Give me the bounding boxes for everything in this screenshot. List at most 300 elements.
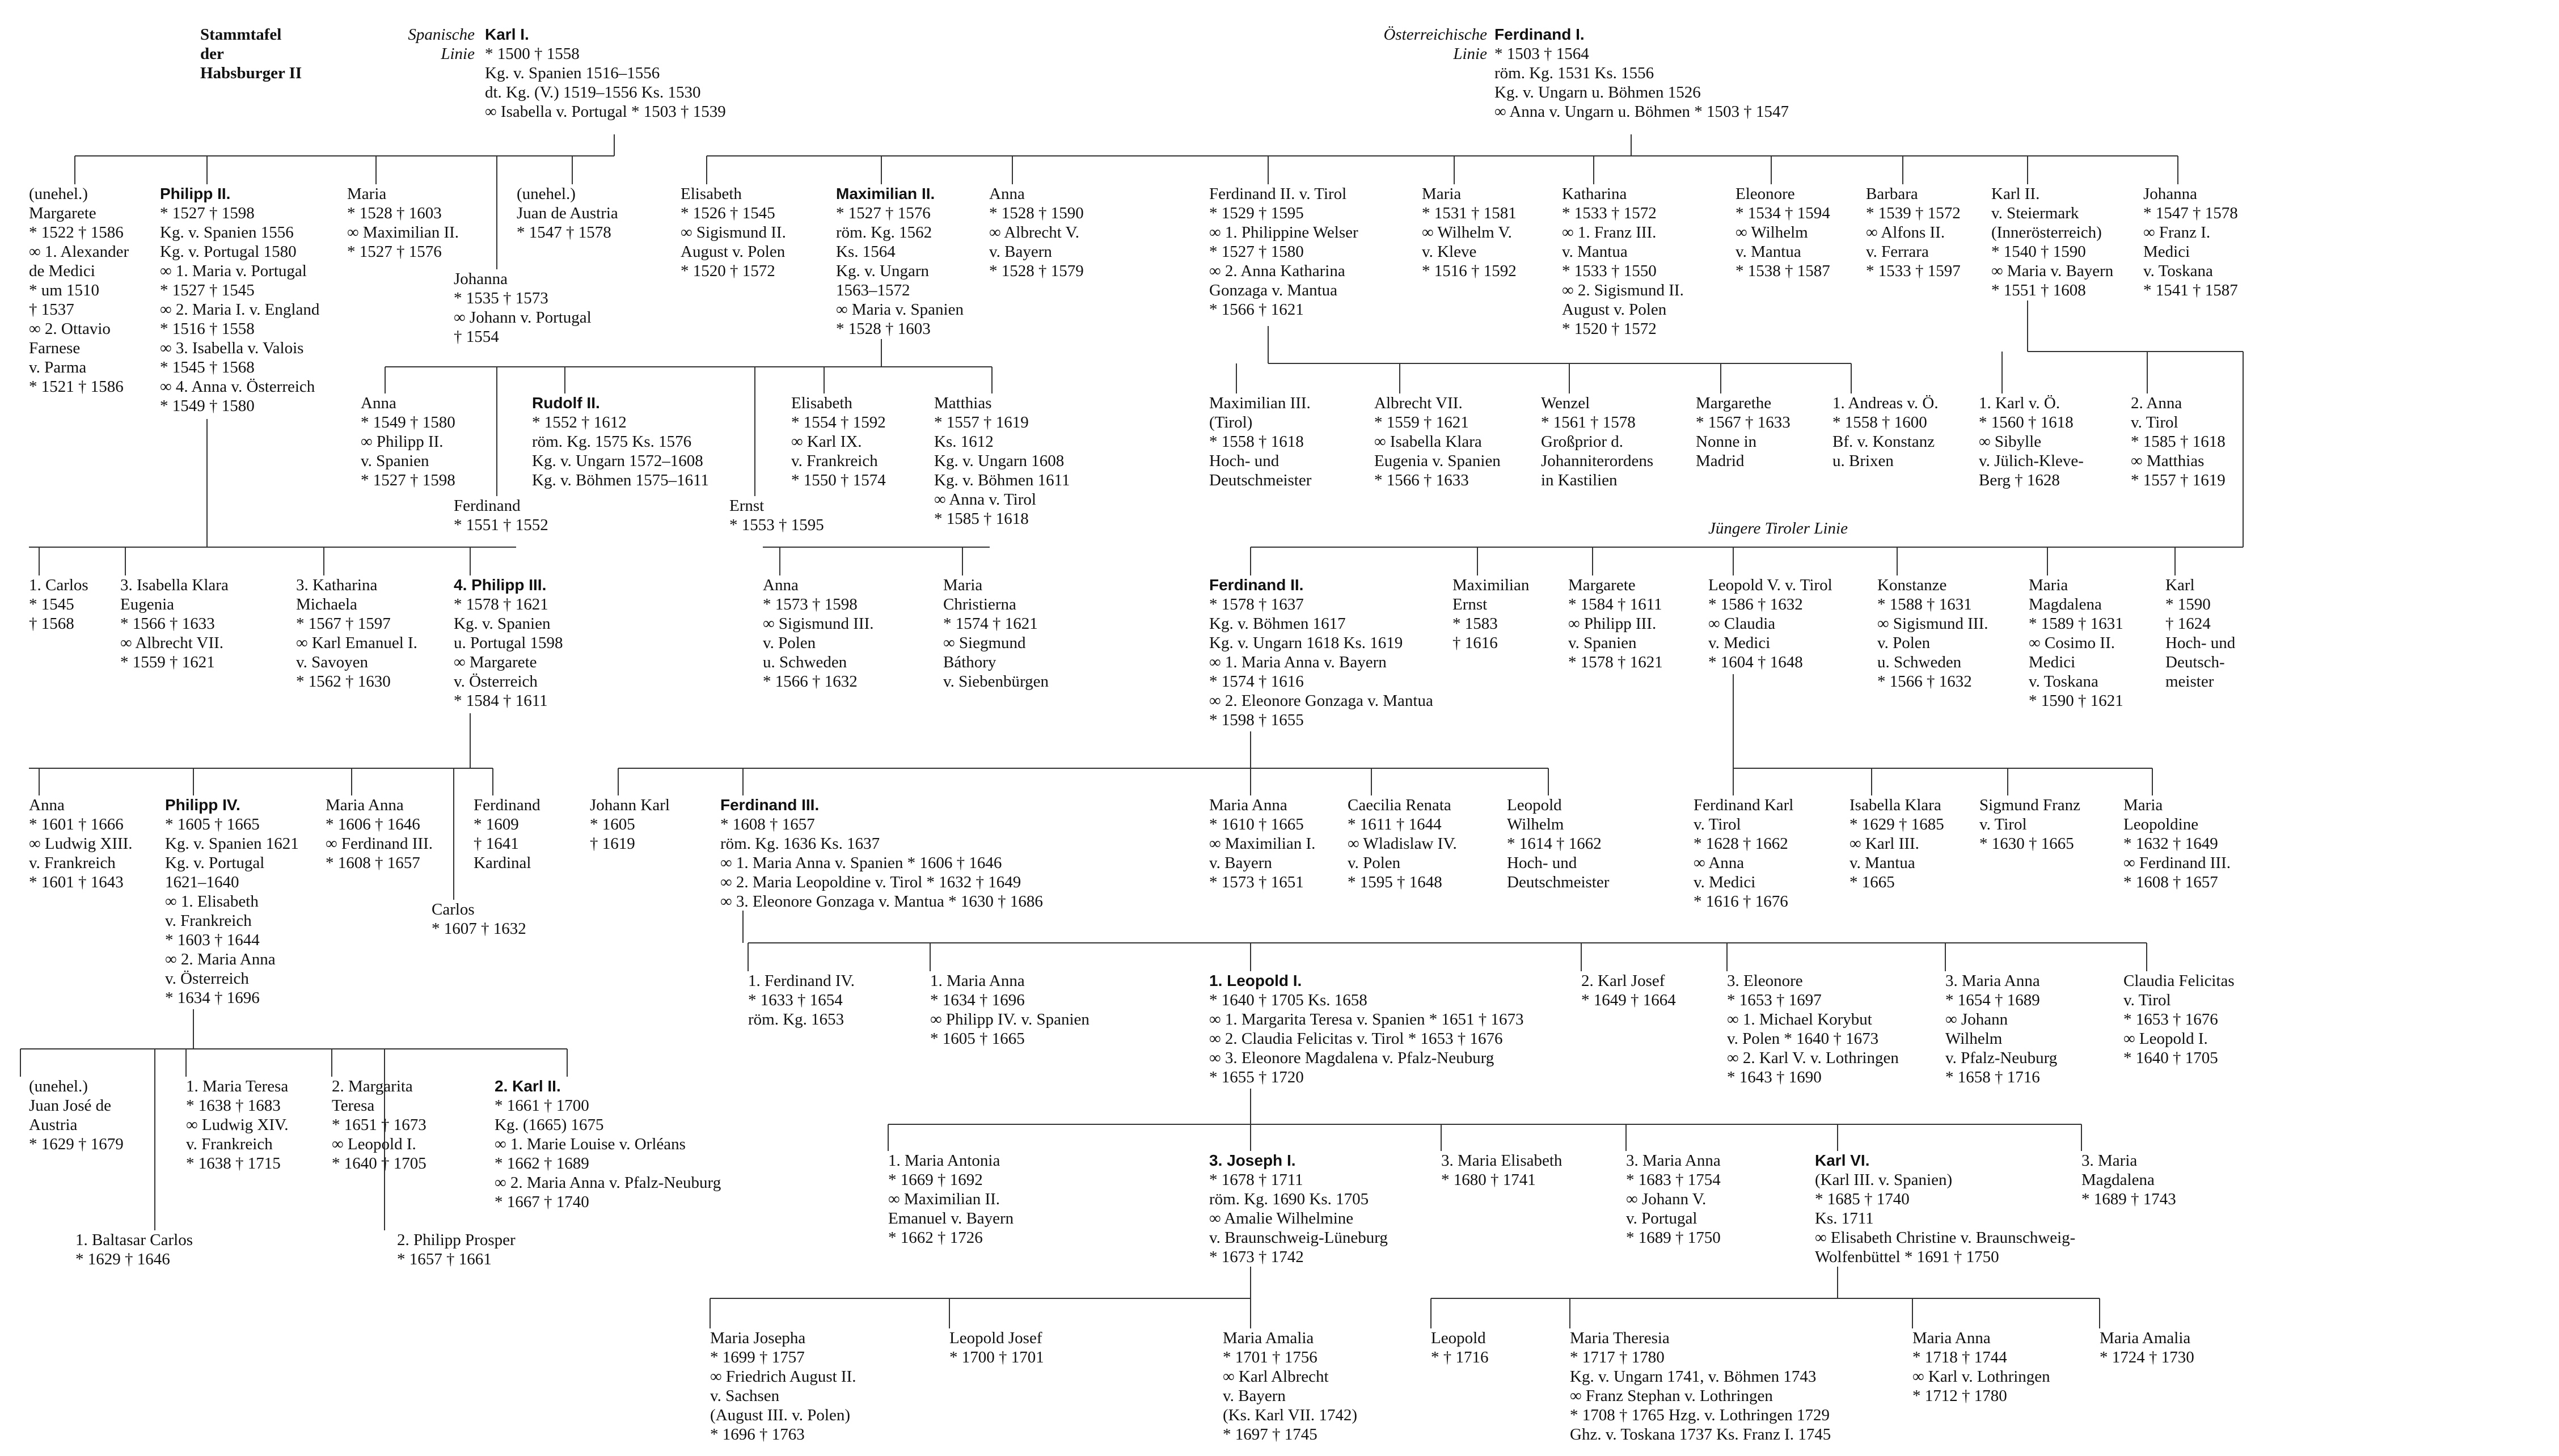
entry-line: Kardinal: [474, 854, 531, 872]
entry-line: Claudia Felicitas: [2123, 972, 2235, 990]
entry-line: Maria Anna: [326, 796, 404, 814]
node-maria-ferd: [1422, 184, 1517, 281]
entry-line: Wilhelm: [1945, 1030, 2003, 1048]
entry-line: * 1588 † 1631: [1877, 595, 1972, 613]
entry-line: * 1516 † 1592: [1422, 262, 1517, 280]
entry-line: Anna: [29, 796, 65, 814]
entry-line: Maria: [2123, 796, 2163, 814]
entry-line: v. Frankreich: [791, 452, 878, 470]
entry-line: (unehel.): [517, 185, 576, 203]
entry-line: * 1551 † 1608: [1991, 281, 2086, 299]
entry-line: ∞ Johann v. Portugal: [454, 308, 592, 327]
entry-line: ∞ Ludwig XIV.: [186, 1116, 289, 1134]
entry-line: * 1540 † 1590: [1991, 243, 2086, 261]
entry-line: ∞ 1. Franz III.: [1562, 223, 1657, 242]
entry-line: 1. Baltasar Carlos: [75, 1231, 193, 1249]
entry-line: * 1551 † 1552: [454, 516, 548, 534]
entry-line: Elisabeth: [791, 394, 852, 412]
entry-line: ∞ Philipp III.: [1568, 615, 1657, 633]
entry-line: Jüngere Tiroler Linie: [1708, 519, 1848, 537]
node-philipp-4: [165, 795, 299, 1008]
entry-line: Österreichische: [1383, 26, 1487, 44]
node-johann-karl: [590, 795, 670, 853]
entry-line: * 1527 † 1580: [1209, 243, 1304, 261]
entry-line: Johanniterordens: [1541, 452, 1654, 470]
entry-line: (August III. v. Polen): [710, 1406, 850, 1424]
entry-line: * 1658 † 1716: [1945, 1068, 2040, 1086]
entry-line: v. Kleve: [1422, 243, 1477, 261]
entry-line: Deutsch-: [2165, 653, 2225, 671]
entry-line: ∞ Ludwig XIII.: [29, 835, 133, 853]
entry-line: Konstanze: [1877, 576, 1947, 594]
entry-line: ∞ Maximilian I.: [1209, 835, 1316, 853]
entry-line: dt. Kg. (V.) 1519–1556 Ks. 1530: [485, 83, 701, 101]
node-philipp-prosper: [397, 1230, 516, 1269]
entry-line: Maria Anna: [1912, 1329, 1991, 1347]
entry-line: Michaela: [296, 595, 357, 613]
entry-line: v. Mantua: [1735, 243, 1801, 261]
node-margarete-karl2: [1568, 575, 1663, 672]
entry-line: * 1559 † 1621: [120, 653, 215, 671]
entry-line: Ferdinand: [474, 796, 540, 814]
entry-line: ∞ Isabella Klara: [1374, 433, 1482, 451]
node-maria-anna-ferd3b: [1945, 971, 2057, 1087]
entry-line: ∞ 2. Maria Leopoldine v. Tirol * 1632 † 1649: [720, 873, 1021, 891]
entry-line: ∞ Karl III.: [1849, 835, 1919, 853]
entry-line: * 1528 † 1603: [347, 204, 442, 222]
node-karl-2-steiermark: [1991, 184, 2113, 300]
entry-line: Ks. 1711: [1815, 1209, 1874, 1228]
node-maria-teresa: [186, 1077, 288, 1173]
entry-line: Deutschmeister: [1507, 873, 1610, 891]
entry-line: Emanuel v. Bayern: [888, 1209, 1014, 1228]
node-maria-antonia: [888, 1151, 1014, 1247]
entry-line: * 1589 † 1631: [2029, 615, 2123, 633]
node-karl-josef: [1581, 971, 1676, 1010]
entry-line: * 1605 † 1665: [930, 1030, 1025, 1048]
entry-line: * 1533 † 1550: [1562, 262, 1657, 280]
entry-line: * 1655 † 1720: [1209, 1068, 1304, 1086]
entry-line: * 1557 † 1619: [2131, 471, 2226, 489]
node-maria-magdalena: [2029, 575, 2123, 710]
entry-line: Maximilian: [1452, 576, 1530, 594]
entry-line: * 1634 † 1696: [165, 989, 260, 1007]
entry-line: * 1689 † 1743: [2081, 1190, 2176, 1208]
entry-line: Leopoldine: [2123, 815, 2199, 833]
entry-line: * 1606 † 1646: [326, 815, 420, 833]
node-maria-josepha: [710, 1328, 856, 1444]
node-maria-anna-philipp3: [326, 795, 433, 873]
entry-line: August v. Polen: [681, 243, 786, 261]
node-baltasar-carlos: [75, 1230, 193, 1269]
entry-line: 3. Eleonore: [1727, 972, 1803, 990]
entry-line: v. Medici: [1694, 873, 1756, 891]
entry-line: * 1586 † 1632: [1708, 595, 1803, 613]
entry-line: Johann Karl: [590, 796, 670, 814]
entry-line: Wolfenbüttel * 1691 † 1750: [1815, 1248, 1999, 1266]
node-anna-max: [361, 393, 455, 490]
entry-line: † 1616: [1452, 634, 1498, 652]
entry-line: * 1566 † 1633: [120, 615, 215, 633]
entry-line: v. Tirol: [2123, 991, 2171, 1009]
node-leopold-karl6: [1431, 1328, 1489, 1367]
entry-line: * 1661 † 1700: [495, 1097, 589, 1115]
entry-line: ∞ 2. Eleonore Gonzaga v. Mantua: [1209, 692, 1433, 710]
entry-line: Wenzel: [1541, 394, 1590, 412]
node-johanna-ferd: [2143, 184, 2238, 300]
entry-line: ∞ 2. Maria Anna: [165, 950, 276, 968]
entry-line: * 1630 † 1665: [1979, 835, 2074, 853]
node-johanna-karl: [454, 269, 592, 346]
entry-line: Kg. v. Spanien 1621: [165, 835, 299, 853]
entry-line: 1. Andreas v. Ö.: [1832, 394, 1939, 412]
node-ferdinand-3: [720, 795, 1043, 911]
entry-line: der: [200, 45, 224, 63]
entry-line: Medici: [2143, 243, 2190, 261]
entry-line: u. Portugal 1598: [454, 634, 563, 652]
entry-line: * 1528 † 1579: [989, 262, 1084, 280]
entry-line: u. Schweden: [1877, 653, 1962, 671]
entry-line: Juan de Austria: [517, 204, 618, 222]
entry-line: ∞ Ferdinand III.: [326, 835, 433, 853]
entry-line: Ks. 1564: [836, 243, 896, 261]
entry-line: † 1554: [454, 328, 499, 346]
entry-line: * 1605 † 1665: [165, 815, 260, 833]
node-elisabeth-max: [791, 393, 886, 490]
entry-line: ∞ Friedrich August II.: [710, 1368, 856, 1386]
node-andreas: [1832, 393, 1939, 471]
entry-line: 1563–1572: [836, 281, 910, 299]
entry-line: Karl I.: [485, 26, 529, 43]
entry-line: * 1585 † 1618: [2131, 433, 2226, 451]
node-barbara-ferd: [1866, 184, 1961, 281]
entry-line: 3. Katharina: [296, 576, 378, 594]
node-isabella-klara-tirol: [1849, 795, 1944, 892]
entry-line: * 1520 † 1572: [1562, 320, 1657, 338]
entry-line: * 1574 † 1616: [1209, 672, 1304, 691]
entry-line: Maria Josepha: [710, 1329, 806, 1347]
entry-line: Johanna: [2143, 185, 2198, 203]
entry-line: 1. Maria Anna: [930, 972, 1025, 990]
entry-line: * 1583: [1452, 615, 1498, 633]
entry-line: * 1638 † 1715: [186, 1154, 281, 1173]
entry-line: * 1643 † 1690: [1727, 1068, 1822, 1086]
entry-line: August v. Polen: [1562, 300, 1667, 319]
entry-line: Leopold: [1507, 796, 1562, 814]
entry-line: ∞ 2. Anna Katharina: [1209, 262, 1345, 280]
entry-line: ∞ 2. Ottavio: [29, 320, 111, 338]
node-isabella-klara-eugenia: [120, 575, 229, 672]
node-elisabeth-ferd: [681, 184, 786, 281]
entry-line: Margarethe: [1696, 394, 1772, 412]
node-maria-karl: [347, 184, 459, 261]
entry-line: Anna: [763, 576, 799, 594]
node-philipp-2: [160, 184, 319, 416]
entry-line: ∞ Margarete: [454, 653, 537, 671]
entry-line: ∞ Wladislaw IV.: [1348, 835, 1457, 853]
entry-line: * 1585 † 1618: [934, 510, 1029, 528]
entry-line: v. Polen: [1348, 854, 1401, 872]
entry-line: ∞ Karl Emanuel I.: [296, 634, 417, 652]
node-ferdinand-philipp3: [474, 795, 540, 873]
entry-line: ∞ 4. Anna v. Österreich: [160, 378, 315, 396]
entry-line: 2. Karl Josef: [1581, 972, 1665, 990]
entry-line: * 1608 † 1657: [326, 854, 420, 872]
entry-line: ∞ Johann: [1945, 1010, 2008, 1028]
entry-line: Ernst: [729, 497, 765, 515]
entry-line: * 1567 † 1633: [1696, 413, 1791, 431]
entry-line: ∞ Leopold I.: [332, 1135, 416, 1153]
entry-line: Kg. v. Portugal 1580: [160, 243, 297, 261]
entry-line: * 1604 † 1648: [1708, 653, 1803, 671]
entry-line: Ferdinand II. v. Tirol: [1209, 185, 1347, 203]
entry-line: meister: [2165, 672, 2214, 691]
entry-line: u. Schweden: [763, 653, 847, 671]
entry-line: v. Österreich: [165, 970, 249, 988]
entry-line: Juan José de: [29, 1097, 111, 1115]
entry-line: ∞ Sigismund III.: [1877, 615, 1988, 633]
entry-line: v. Sachsen: [710, 1387, 780, 1405]
entry-line: * 1667 † 1740: [495, 1193, 589, 1211]
entry-line: Ks. 1612: [934, 433, 994, 451]
entry-line: ∞ Isabella v. Portugal * 1503 † 1539: [485, 103, 726, 121]
node-maria-leopoldine: [2123, 795, 2231, 892]
entry-line: Kg. v. Böhmen 1575–1611: [532, 471, 710, 489]
entry-line: * 1566 † 1621: [1209, 300, 1304, 319]
entry-line: * 1628 † 1662: [1694, 835, 1788, 853]
entry-line: * 1547 † 1578: [2143, 204, 2238, 222]
entry-line: ∞ Wilhelm: [1735, 223, 1808, 242]
entry-line: Farnese: [29, 339, 81, 357]
entry-line: v. Polen: [763, 634, 816, 652]
entry-line: * 1516 † 1558: [160, 320, 255, 338]
entry-line: ∞ Amalie Wilhelmine: [1209, 1209, 1354, 1228]
entry-line: * 1554 † 1592: [791, 413, 886, 431]
entry-line: ∞ Karl v. Lothringen: [1912, 1368, 2050, 1386]
entry-line: * 1529 † 1595: [1209, 204, 1304, 222]
entry-line: * 1527 † 1576: [836, 204, 931, 222]
entry-line: v. Mantua: [1849, 854, 1915, 872]
entry-line: * 1699 † 1757: [710, 1348, 805, 1366]
entry-line: v. Jülich-Kleve-: [1979, 452, 2084, 470]
entry-line: röm. Kg. 1690 Ks. 1705: [1209, 1190, 1369, 1208]
node-leopold-wilhelm: [1507, 795, 1609, 892]
entry-line: * 1708 † 1765 Hzg. v. Lothringen 1729: [1570, 1406, 1830, 1424]
entry-line: * 1528 † 1590: [989, 204, 1084, 222]
entry-line: * 1689 † 1750: [1626, 1229, 1721, 1247]
node-maria-anna-ferd3: [930, 971, 1090, 1048]
entry-line: * 1527 † 1545: [160, 281, 255, 299]
entry-line: * 1678 † 1711: [1209, 1171, 1303, 1189]
entry-line: * 1629 † 1679: [29, 1135, 124, 1153]
entry-line: * 1558 † 1618: [1209, 433, 1304, 451]
node-ferdinand-4: [748, 971, 855, 1029]
entry-line: * 1578 † 1621: [1568, 653, 1663, 671]
entry-line: ∞ Claudia: [1708, 615, 1776, 633]
entry-line: * 1590 † 1621: [2029, 692, 2123, 710]
node-joseph-1: [1209, 1151, 1388, 1267]
entry-line: Anna: [361, 394, 396, 412]
entry-line: 1. Carlos: [29, 576, 88, 594]
entry-line: * 1683 † 1754: [1626, 1171, 1721, 1189]
node-ferdinand-1: [1494, 25, 1789, 121]
entry-line: * 1526 † 1545: [681, 204, 775, 222]
entry-line: Stammtafel: [200, 26, 282, 44]
entry-line: * 1662 † 1689: [495, 1154, 589, 1173]
entry-line: ∞ 2. Maria Anna v. Pfalz-Neuburg: [495, 1174, 721, 1192]
entry-line: * 1561 † 1578: [1541, 413, 1636, 431]
entry-line: ∞ 2. Maria I. v. England: [160, 300, 320, 319]
entry-line: * 1662 † 1726: [888, 1229, 983, 1247]
entry-line: * 1629 † 1685: [1849, 815, 1944, 833]
entry-line: Kg. v. Spanien: [454, 615, 551, 633]
entry-line: * 1553 † 1595: [729, 516, 824, 534]
entry-line: ∞ 3. Eleonore Gonzaga v. Mantua * 1630 † 1686: [720, 892, 1043, 911]
entry-line: * 1527 † 1598: [361, 471, 455, 489]
entry-line: Magdalena: [2029, 595, 2102, 613]
entry-line: * 1717 † 1780: [1570, 1348, 1665, 1366]
entry-line: ∞ Alfons II.: [1866, 223, 1945, 242]
node-karl-von-oe: [1979, 393, 2084, 490]
entry-line: * 1614 † 1662: [1507, 835, 1602, 853]
entry-line: Matthias: [934, 394, 992, 412]
entry-line: röm. Kg. 1562: [836, 223, 932, 242]
entry-line: * 1558 † 1600: [1832, 413, 1927, 431]
entry-line: 2. Margarita: [332, 1077, 413, 1095]
entry-line: * 1538 † 1587: [1735, 262, 1830, 280]
entry-line: Magdalena: [2081, 1171, 2155, 1189]
entry-line: v. Pfalz-Neuburg: [1945, 1049, 2058, 1067]
entry-line: ∞ Anna v. Tirol: [934, 490, 1036, 509]
entry-line: * 1527 † 1598: [160, 204, 255, 222]
entry-line: * † 1716: [1431, 1348, 1489, 1366]
entry-line: * 1573 † 1598: [763, 595, 858, 613]
entry-line: 3. Maria Elisabeth: [1441, 1152, 1563, 1170]
entry-line: ∞ Sigismund II.: [681, 223, 786, 242]
entry-line: * 1634 † 1696: [930, 991, 1025, 1009]
entry-line: ∞ 2. Sigismund II.: [1562, 281, 1684, 299]
node-maria-elisabeth: [1441, 1151, 1562, 1190]
entry-line: röm. Kg. 1653: [748, 1010, 844, 1028]
entry-line: * 1616 † 1676: [1694, 892, 1788, 911]
entry-line: † 1624: [2165, 615, 2211, 633]
entry-line: 1. Maria Teresa: [186, 1077, 289, 1095]
entry-line: ∞ Matthias: [2131, 452, 2205, 470]
node-ernst-max: [729, 496, 824, 535]
entry-line: ∞ Albrecht V.: [989, 223, 1079, 242]
entry-line: v. Siebenbürgen: [943, 672, 1049, 691]
node-maria-theresia: [1570, 1328, 1831, 1444]
entry-line: v. Savoyen: [296, 653, 368, 671]
entry-line: * 1549 † 1580: [160, 397, 255, 415]
entry-line: Maria Amalia: [1223, 1329, 1314, 1347]
entry-line: Hoch- und: [1507, 854, 1577, 872]
entry-line: Barbara: [1866, 185, 1918, 203]
entry-line: Ernst: [1452, 595, 1488, 613]
entry-line: * um 1510: [29, 281, 100, 299]
node-maria-amalia-joseph: [1223, 1328, 1357, 1444]
entry-line: (unehel.): [29, 1077, 88, 1095]
entry-line: v. Bayern: [989, 243, 1052, 261]
entry-line: * 1550 † 1574: [791, 471, 886, 489]
node-karl-6: [1815, 1151, 2075, 1267]
node-maria-christierna: [943, 575, 1049, 691]
entry-line: * 1552 † 1612: [532, 413, 627, 431]
entry-line: ∞ Anna: [1694, 854, 1745, 872]
entry-line: Maria Theresia: [1570, 1329, 1670, 1347]
node-eleonore-ferd3: [1727, 971, 1899, 1087]
entry-line: Bf. v. Konstanz: [1832, 433, 1935, 451]
entry-line: * 1559 † 1621: [1374, 413, 1469, 431]
entry-line: ∞ Franz Stephan v. Lothringen: [1570, 1387, 1773, 1405]
entry-line: 1. Karl v. Ö.: [1979, 394, 2060, 412]
entry-line: Teresa: [332, 1097, 375, 1115]
node-katharina-michaela: [296, 575, 417, 691]
entry-line: Caecilia Renata: [1348, 796, 1451, 814]
entry-line: * 1533 † 1597: [1866, 262, 1961, 280]
entry-line: * 1535 † 1573: [454, 289, 548, 307]
chart-title: [200, 25, 302, 83]
entry-line: 1. Ferdinand IV.: [748, 972, 855, 990]
entry-line: ∞ 2. Claudia Felicitas v. Tirol * 1653 † 1676: [1209, 1030, 1503, 1048]
entry-line: * 1724 † 1730: [2100, 1348, 2194, 1366]
entry-line: ∞ Karl IX.: [791, 433, 862, 451]
node-maria-magdalena-leopold: [2081, 1151, 2176, 1209]
entry-line: * 1633 † 1654: [748, 991, 843, 1009]
entry-line: * 1640 † 1705: [332, 1154, 427, 1173]
entry-line: Leopold V. v. Tirol: [1708, 576, 1832, 594]
entry-line: * 1610 † 1665: [1209, 815, 1304, 833]
entry-line: de Medici: [29, 262, 95, 280]
entry-line: 3. Joseph I.: [1209, 1152, 1296, 1169]
entry-line: Ferdinand Karl: [1694, 796, 1794, 814]
entry-line: * 1700 † 1701: [949, 1348, 1044, 1366]
entry-line: ∞ Ferdinand III.: [2123, 854, 2231, 872]
entry-line: * 1712 † 1780: [1912, 1387, 2007, 1405]
node-maria-anna-ferd2: [1209, 795, 1315, 892]
entry-line: Philipp II.: [160, 185, 231, 202]
entry-line: * 1701 † 1756: [1223, 1348, 1317, 1366]
entry-line: Linie: [441, 45, 475, 63]
entry-line: * 1605: [590, 815, 635, 833]
entry-line: v. Tirol: [2131, 413, 2178, 431]
entry-line: röm. Kg. 1531 Ks. 1556: [1494, 64, 1654, 82]
entry-line: v. Mantua: [1562, 243, 1628, 261]
node-eleonore-ferd: [1735, 184, 1830, 281]
node-anna-karl2: [763, 575, 873, 691]
entry-line: v. Spanien: [361, 452, 429, 470]
node-ferdinand-karl: [1694, 795, 1793, 911]
entry-line: * 1685 † 1740: [1815, 1190, 1910, 1208]
entry-line: v. Ferrara: [1866, 243, 1929, 261]
entry-line: (Innerösterreich): [1991, 223, 2102, 242]
entry-line: ∞ Franz I.: [2143, 223, 2211, 242]
node-karl-1590: [2165, 575, 2235, 691]
entry-line: v. Polen * 1640 † 1673: [1727, 1030, 1879, 1048]
entry-line: ∞ Karl Albrecht: [1223, 1368, 1329, 1386]
node-albrecht-7: [1374, 393, 1501, 490]
entry-line: Albrecht VII.: [1374, 394, 1463, 412]
entry-line: † 1568: [29, 615, 74, 633]
entry-line: Kg. v. Portugal: [165, 854, 265, 872]
entry-line: ∞ Siegmund: [943, 634, 1026, 652]
entry-line: * 1578 † 1621: [454, 595, 548, 613]
entry-line: v. Polen: [1877, 634, 1931, 652]
entry-line: * 1638 † 1683: [186, 1097, 281, 1115]
younger-tyrol-line-label: [1708, 519, 1848, 538]
entry-line: Austria: [29, 1116, 78, 1134]
entry-line: * 1653 † 1697: [1727, 991, 1822, 1009]
